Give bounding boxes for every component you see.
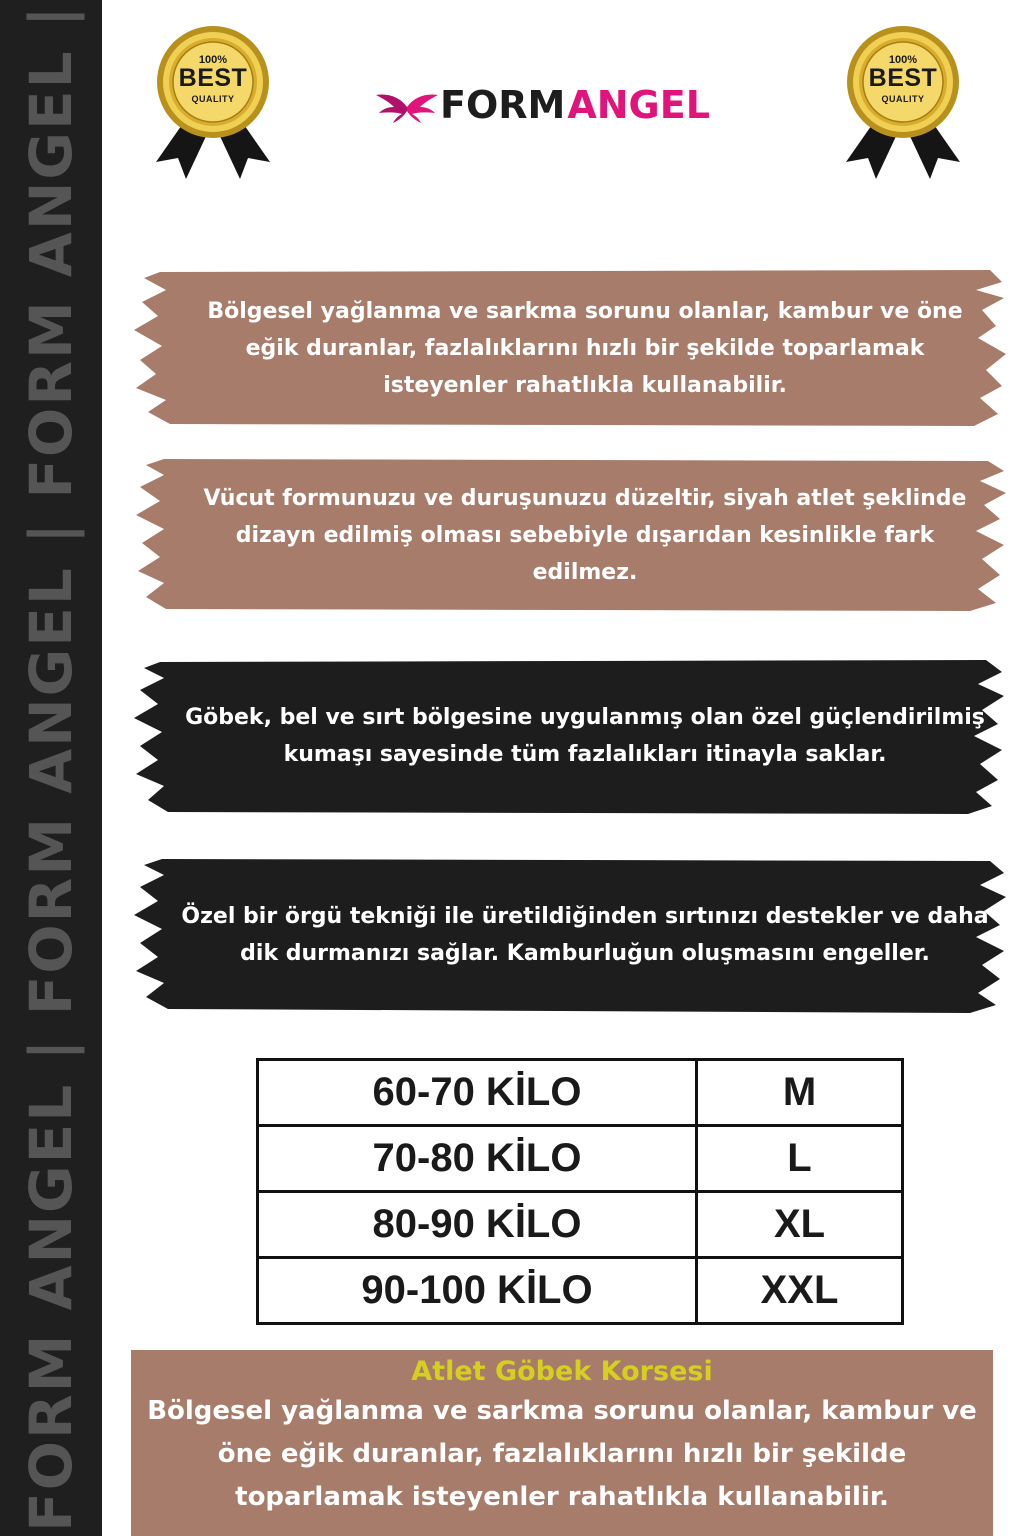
size-cell: XL (697, 1192, 903, 1258)
weight-cell: 70-80 KİLO (258, 1126, 697, 1192)
weight-cell: 90-100 KİLO (258, 1258, 697, 1324)
product-description: Bölgesel yağlanma ve sarkma sorunu olanlar, kambur ve öne eğik duranlar, fazlalıklarını hızlı bir şekilde toparlamak isteyenler rahatlıkla kullanabilir. (147, 1396, 977, 1512)
size-cell: XXL (697, 1258, 903, 1324)
feature-brush-4: Özel bir örgü tekniği ile üretildiğinden sırtınızı destekler ve daha dik durmanızı sağlar. Kamburluğun oluşmasını engeller. (130, 855, 1010, 1015)
medal-icon (838, 24, 968, 184)
weight-cell: 80-90 KİLO (258, 1192, 697, 1258)
size-chart-table (256, 1058, 904, 1325)
size-cell: L (697, 1126, 903, 1192)
logo-text-form: FORM (440, 83, 566, 127)
weight-cell: 60-70 KİLO (258, 1060, 697, 1126)
medal-icon (148, 24, 278, 184)
feature-brush-1: Bölgesel yağlanma ve sarkma sorunu olanlar, kambur ve öne eğik duranlar, fazlalıklarını hızlı bir şekilde toparlamak isteyenler rahatlıkla kullanabilir. (130, 268, 1010, 428)
size-cell: M (697, 1060, 903, 1126)
formangel-logo (376, 82, 710, 128)
feature-brush-2: Vücut formunuzu ve duruşunuzu düzeltir, siyah atlet şeklinde dizayn edilmiş olması sebebiyle dışarıdan kesinlikle fark edilmez. (130, 455, 1010, 615)
side-banner-text: FORM ANGEL | FORM ANGEL | FORM ANGEL | (17, 4, 85, 1532)
logo-text-angel: ANGEL (567, 83, 710, 127)
table-row (258, 1258, 903, 1324)
side-banner (0, 0, 102, 1536)
feature-brush-3: Göbek, bel ve sırt bölgesine uygulanmış olan özel güçlendirilmiş kumaşı sayesinde tüm fazlalıkları itinayla saklar. (130, 656, 1010, 816)
table-row (258, 1060, 903, 1126)
best-quality-badge-left: 100% BEST QUALITY (148, 24, 278, 184)
table-row (258, 1192, 903, 1258)
table-row (258, 1126, 903, 1192)
product-title: Atlet Göbek Korsesi (411, 1356, 713, 1387)
wings-icon (376, 85, 438, 125)
product-info-box (131, 1350, 993, 1536)
best-quality-badge-right: 100% BEST QUALITY (838, 24, 968, 184)
